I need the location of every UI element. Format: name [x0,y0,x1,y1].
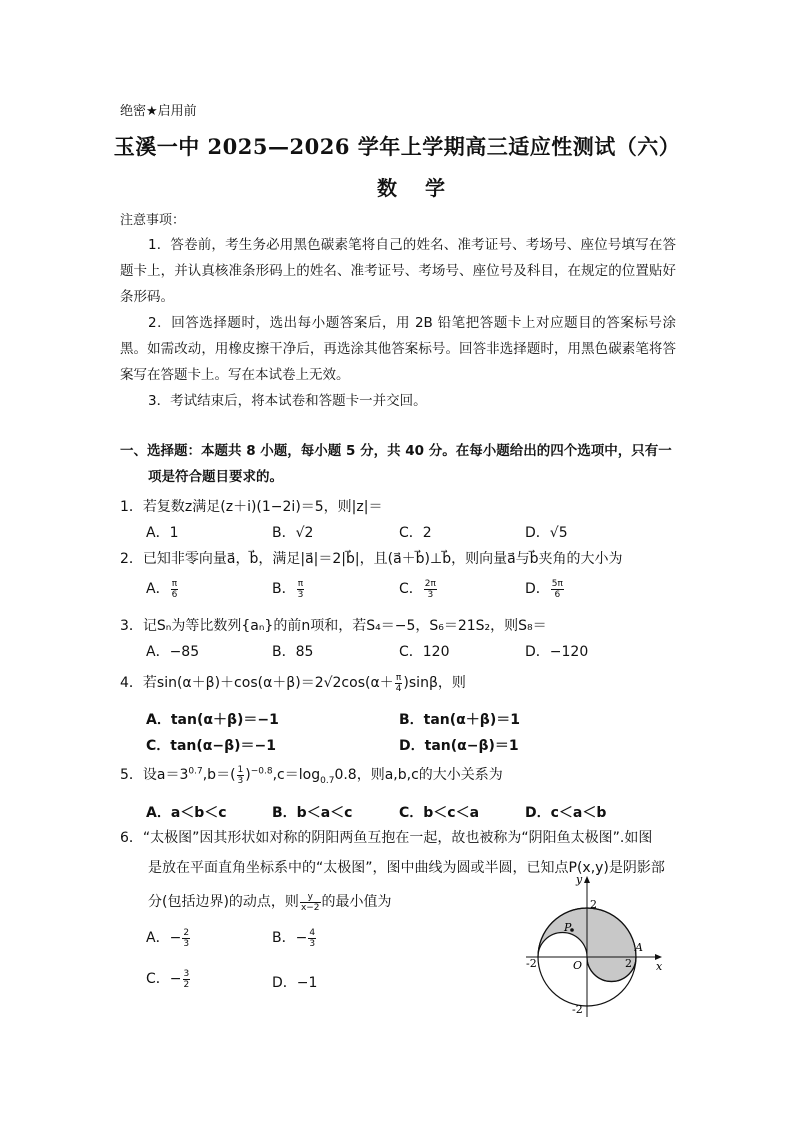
question-2-stem: 2．已知非零向量a⃗，b⃗，满足|a⃗|＝2|b⃗|，且(a⃗＋b⃗)⊥b⃗，则向量a⃗与b⃗夹角的大小为 [120,551,623,567]
y-axis-arrow [584,876,590,883]
fraction: $\frac{\pi}{4}$ [395,672,402,694]
q4-option-c: C．tan(α−β)＝−1 [146,738,277,754]
subject-title: 数学 [377,176,473,200]
taiji-figure [518,870,668,1020]
q6-option-c: C．− $\frac{3}{2}$ [146,968,190,990]
q4-option-d: D．tan(α−β)＝1 [399,738,519,754]
q1-option-d: D．√5 [525,525,568,541]
notice-item-1: 1．答卷前，考生务必用黑色碳素笔将自己的姓名、准考证号、考场号、座位号填写在答题卡上，并认真核准条形码上的姓名、准考证号、考场号、座位号及科目，在规定的位置贴好条形码。 [120,237,676,305]
section-heading: 一、选择题：本题共 8 小题，每小题 5 分，共 40 分。在每小题给出的四个选项中，只有一 项是符合题目要求的。 [120,443,672,485]
q3-option-b: B．85 [272,644,314,660]
y-axis-label: y [576,873,583,886]
q1-option-c: C．2 [399,525,432,541]
tick-label-x-pos2: 2 [625,957,632,970]
question-4-stem: 4．若sin(α＋β)＋cos(α＋β)＝2√2cos(α＋ $\frac{\pi}{4}$ )sinβ，则 [120,672,466,694]
question-6-stem: 6．“太极图”因其形状如对称的阴阳两鱼互抱在一起，故也被称为“阴阳鱼太极图”.如图 是放在平面直角坐标系中的“太极图”，图中曲线为圆或半圆，已知点P(x,y)是阴影部 分(包括边界)的动点，则 $\frac{y}{x-2}$ 的最小值为 [120,830,665,913]
q5-option-b: B．b＜a＜c [272,805,353,821]
q6-option-b: B．− $\frac{4}{3}$ [272,927,316,949]
q5-option-d: D．c＜a＜b [525,805,607,821]
question-5-stem: 5．设$a=3^{0.7},b=$( $\frac{1}{3}$ )$^{-0.8},c=\log_{0.7}0.8$，则a,b,c的大小关系为 [120,764,503,786]
q3-option-a: A．−85 [146,644,200,660]
q6-option-a: A．− $\frac{2}{3}$ [146,927,190,949]
x-axis-label: x [656,960,663,973]
q5-option-a: A．a＜b＜c [146,805,227,821]
notice-item-2: 2．回答选择题时，选出每小题答案后，用 2B 铅笔把答题卡上对应题目的答案标号涂黑。如需改动，用橡皮擦干净后，再选涂其他答案标号。回答非选择题时，用黑色碳素笔将答案写在答题卡上。写在本试卷上无效。 [120,315,676,383]
fraction: $\frac{5\pi}{6}$ [551,578,563,600]
q2-option-b: B． $\frac{\pi}{3}$ [272,578,304,600]
q1-option-a: A．1 [146,525,179,541]
q5-option-c: C．b＜c＜a [399,805,480,821]
exam-title: 玉溪一中 2025—2026 学年上学期高三适应性测试（六） [113,134,681,159]
q3-option-d: D．−120 [525,644,589,660]
confidential-label: 绝密★启用前 [120,104,197,119]
q4-option-a: A．tan(α＋β)＝−1 [146,712,279,728]
q3-option-c: C．120 [399,644,450,660]
q4-option-b: B．tan(α＋β)＝1 [399,712,520,728]
fraction: $\frac{2\pi}{3}$ [424,578,436,600]
point-a-label: A [635,941,643,954]
fraction: $\frac{4}{3}$ [309,927,316,949]
fraction: $\frac{\pi}{6}$ [171,578,178,600]
fraction: $\frac{1}{3}$ [237,764,244,786]
origin-label: O [573,959,583,972]
tick-label-y-neg2: -2 [572,1003,583,1016]
tick-label-y-pos2: 2 [590,898,597,911]
q2-option-c: C． $\frac{2\pi}{3}$ [399,578,436,600]
point-p-label: P [564,921,572,934]
notice-item-3: 3．考试结束后，将本试卷和答题卡一并交回。 [148,393,427,409]
fraction: $\frac{2}{3}$ [183,927,190,949]
tick-label-x-neg2: -2 [526,957,537,970]
q2-option-d: D． $\frac{5\pi}{6}$ [525,578,563,600]
question-3-stem: 3．记Sₙ为等比数列{aₙ}的前n项和，若S₄＝−5，S₆＝21S₂，则S₈＝ [120,618,547,634]
notice-heading: 注意事项： [120,213,186,228]
q6-option-d: D．−1 [272,975,318,991]
fraction: $\frac{3}{2}$ [183,968,190,990]
question-1-stem: 1．若复数z满足(z＋i)(1−2i)＝5，则|z|＝ [120,499,383,515]
fraction: $\frac{\pi}{3}$ [297,578,304,600]
q1-option-b: B．√2 [272,525,314,541]
fraction: $\frac{y}{x-2}$ [300,891,320,913]
q2-option-a: A． $\frac{\pi}{6}$ [146,578,178,600]
